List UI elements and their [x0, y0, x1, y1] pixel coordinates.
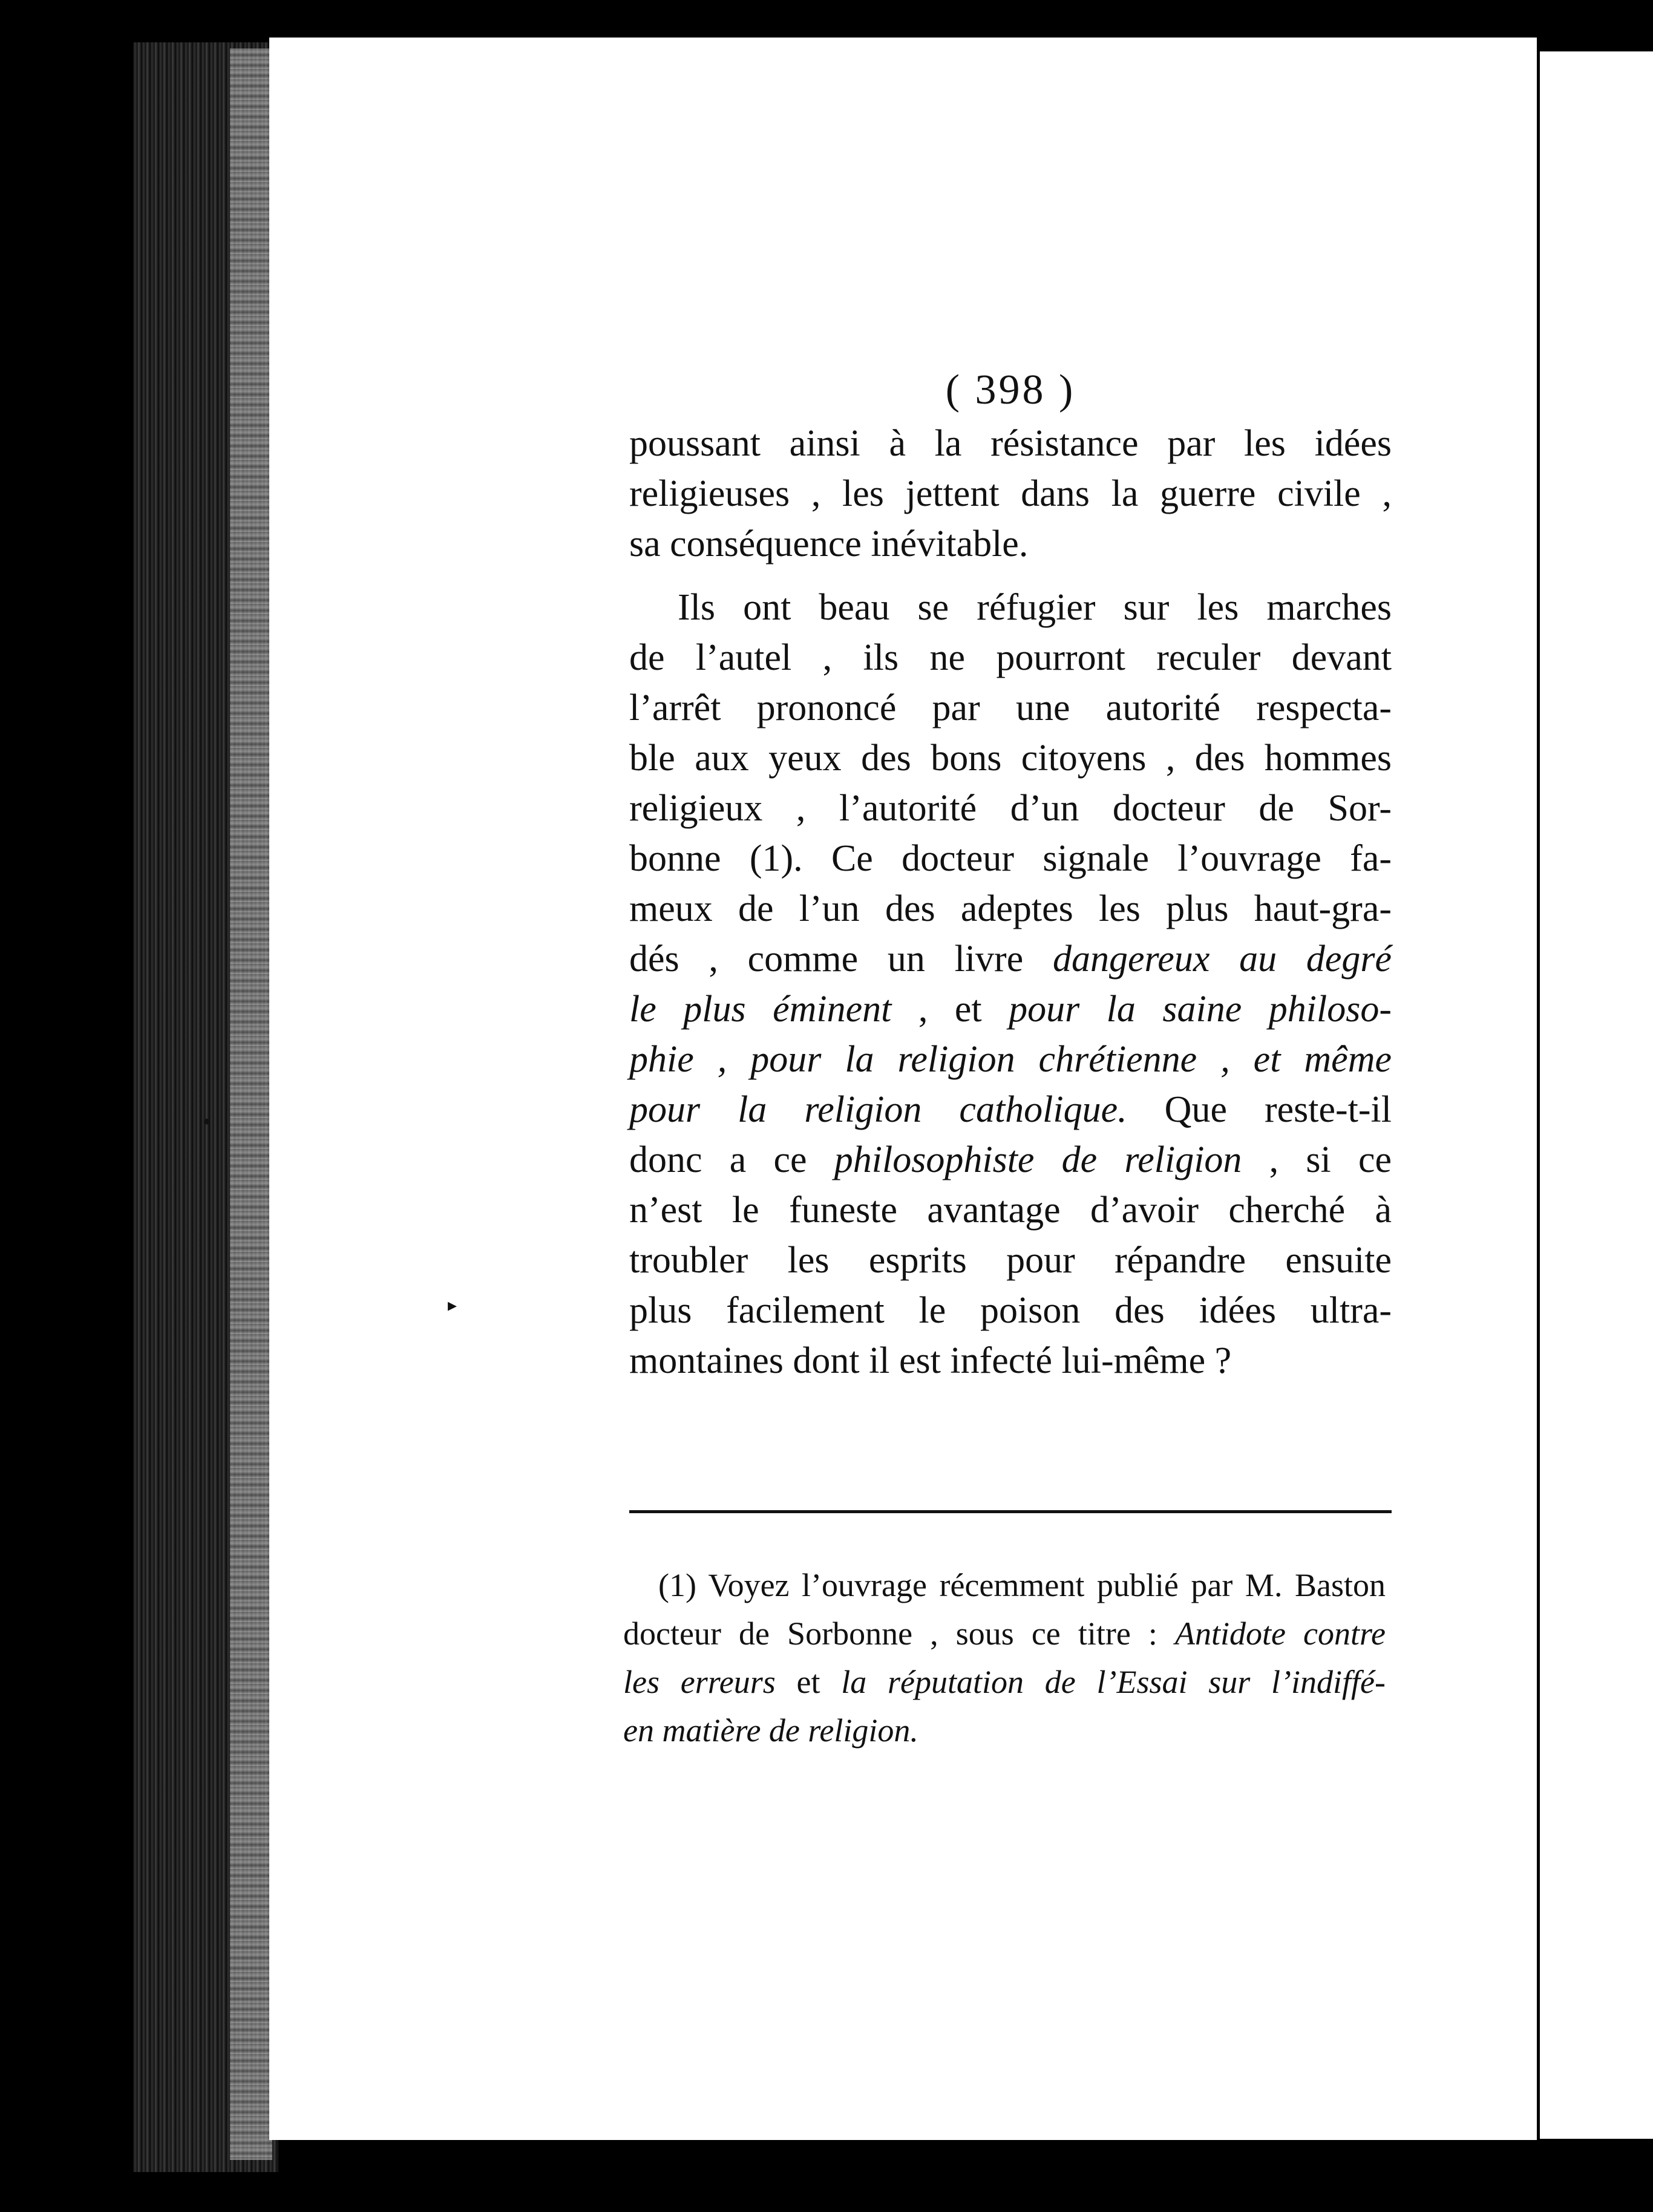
paragraph-1	[629, 419, 1392, 569]
text-line: l’arrêt prononcé par une autorité respecta-	[629, 687, 1392, 728]
page-number: ( 398 )	[945, 367, 1076, 413]
italic-run: le plus éminent	[629, 989, 892, 1030]
text-line	[629, 1085, 1392, 1135]
text-line	[629, 984, 1392, 1035]
text-run: et	[775, 1664, 842, 1700]
text-line: n’est le funeste avantage d’avoir cherché à	[629, 1189, 1392, 1231]
text-line: ble aux yeux des bons citoyens , des hommes	[629, 738, 1392, 779]
text-line: de l’autel , ils ne pourront reculer devant	[629, 637, 1392, 678]
text-run: Que reste-t-il	[1127, 1089, 1392, 1130]
paragraph-2	[629, 583, 1392, 1386]
italic-run: dangereux au degré	[1052, 938, 1392, 980]
italic-run: la réputation de l’Essai sur l’indiffé-	[841, 1664, 1386, 1700]
footnote	[623, 1561, 1386, 1755]
text-run: docteur de Sorbonne , sous ce titre :	[623, 1615, 1175, 1652]
text-run: , et	[891, 989, 1009, 1030]
main-text	[629, 363, 1392, 1386]
text-line: sa conséquence inévitable.	[629, 523, 1029, 564]
text-line: Ils ont beau se réfugier sur les marches	[678, 587, 1392, 628]
italic-run: Antidote contre	[1174, 1615, 1386, 1652]
page-edges	[230, 48, 272, 2160]
footnote-line	[623, 1706, 1386, 1755]
text-run: dés , comme un livre	[629, 938, 1053, 980]
scan-speck: •	[203, 1108, 212, 1135]
facing-page-edge	[1540, 51, 1653, 2139]
text-line: bonne (1). Ce docteur signale l’ouvrage fa-	[629, 838, 1392, 879]
text-line: montaines dont il est infecté lui-même ?	[629, 1340, 1232, 1381]
footnote-line: (1) Voyez l’ouvrage récemment publié par M. Baston	[658, 1567, 1386, 1603]
text-line: troubler les esprits pour répandre ensuite	[629, 1240, 1392, 1281]
text-line: meux de l’un des adeptes les plus haut-gra-	[629, 888, 1392, 929]
text-line	[629, 934, 1392, 984]
italic-run: pour la saine philoso-	[1009, 989, 1392, 1030]
text-line: poussant ainsi à la résistance par les idées	[629, 423, 1392, 464]
scan-speck: ▸	[448, 1295, 457, 1315]
text-line	[629, 1135, 1392, 1185]
footnote-rule	[629, 1510, 1392, 1513]
text-line	[629, 1035, 1392, 1085]
text-line: religieuses , les jettent dans la guerre civile ,	[629, 473, 1392, 514]
footnote-line	[623, 1609, 1386, 1658]
italic-run: les erreurs	[623, 1664, 776, 1700]
footnote-line	[623, 1658, 1386, 1706]
text-run: donc a ce	[629, 1139, 834, 1180]
italic-run: phie , pour la religion chrétienne , et même	[629, 1039, 1392, 1080]
text-line: plus facilement le poison des idées ultra-	[629, 1290, 1392, 1331]
italic-run: pour la religion catholique.	[629, 1089, 1127, 1130]
text-run: , si ce	[1242, 1139, 1392, 1180]
italic-run: philosophiste de religion	[834, 1139, 1242, 1180]
text-line: religieux , l’autorité d’un docteur de Sor-	[629, 788, 1392, 829]
italic-run: en matière de religion.	[623, 1712, 918, 1749]
